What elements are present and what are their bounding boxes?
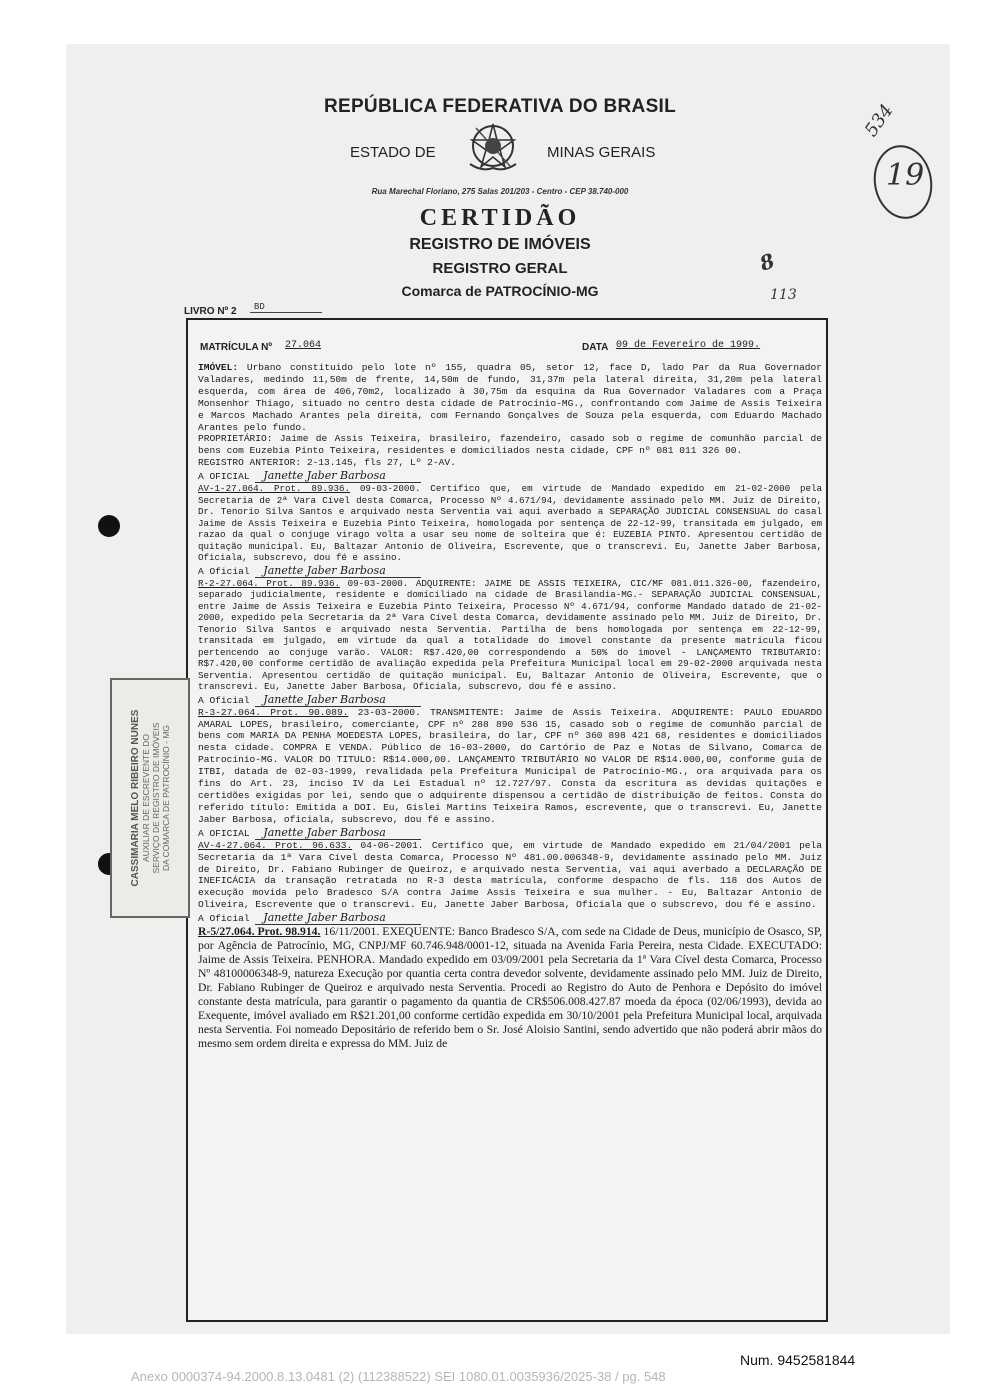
r2-header: R-2-27.064. Prot. 89.936. [198, 577, 341, 589]
av1-entry [198, 483, 822, 564]
stamp-line: DA COMARCA DE PATROCÍNIO - MG [160, 724, 171, 872]
r5-text: 16/11/2001. EXEQUENTE: Banco Bradesco S/A, com sede na Cidade de Deus, município de Osasco, SP, por Agência de Patrocínio, MG, CNPJ/MF 60.746.948/0001-12, situada na Avenida Faria Pereira, nesta Cidade. EXECUTADO: Jaime de Assis Teixeira. PENHORA. Mandado expedido em 03/09/2001 pela Secretaria da 1ª Vara Cível desta Comarca, Processo Nº 48100006348-9, natureza Execução por quantia certa contra devedor solvente, devidamente assinado pelo MM. Juiz de Direito, Dr. Fabiano Rubinger de Queiroz e arquivado nesta Serventia. Procedi ao Registro do Auto de Penhora e Depósito do imóvel constante desta matrícula, para garantir o pagamento da quantia de CR$506.008.427.87 moeda da época (02/06/1993), devida ao Exequente, imóvel avaliado em R$21.201,00 conforme certidão expedida em 30/10/2001 pela Prefeitura Municipal local, arquivada nesta Serventia. Foi nomeado Depositário de referido bem o Sr. José Aloisio Santini, sendo advertido que não poderá abrir mãos do mesmo sem ordem direita e expressa do MM. Juiz de [198, 925, 822, 1051]
minas-gerais-label: MINAS GERAIS [547, 144, 656, 161]
r5-entry [198, 925, 822, 1051]
oficial-signature: Janette Jaber Barbosa [255, 693, 421, 707]
r3-entry [198, 707, 822, 826]
matricula-record [186, 318, 828, 1322]
handwritten-circled-number: 19 [886, 158, 925, 193]
matricula-header [188, 320, 826, 353]
registro-geral-title: REGISTRO GERAL [432, 260, 568, 277]
republic-title: REPÚBLICA FEDERATIVA DO BRASIL [323, 96, 677, 117]
oficial-signature: Janette Jaber Barbosa [255, 826, 421, 840]
proprietario-label: PROPRIETÁRIO: [198, 433, 273, 445]
annex-reference: Anexo 0000374-94.2000.8.13.0481 (2) (112388522) SEI 1080.01.0035936/2025-38 / pg. 548 [131, 1369, 666, 1384]
handwritten-folio-number: 113 [770, 287, 797, 303]
av4-header: AV-4-27.064. Prot. 96.633. [198, 839, 353, 851]
certidao-title: CERTIDÃO [419, 205, 581, 231]
livro-label: LIVRO Nº 2 [184, 306, 237, 317]
av4-entry [198, 840, 822, 911]
oficial-label: A Oficial [198, 565, 250, 577]
clerk-stamp [110, 678, 190, 918]
registry-address: Rua Marechal Floriano, 275 Salas 201/203 - Centro - CEP 38.740-000 [371, 187, 629, 196]
imovel-label: IMÓVEL: [198, 362, 239, 373]
handwritten-mark: 8 [756, 248, 778, 276]
coat-of-arms-emblem [462, 118, 524, 179]
punch-hole [98, 515, 120, 537]
r3-header: R-3-27.064. Prot. 90.089. [198, 706, 349, 718]
oficial-label: A OFICIAL [198, 471, 250, 483]
matricula-label: MATRÍCULA Nº [200, 342, 272, 353]
proprietario-entry [198, 433, 822, 457]
oficial-signature: Janette Jaber Barbosa [255, 911, 421, 925]
r5-header: R-5/27.064. Prot. 98.914. [198, 925, 321, 939]
av1-header: AV-1-27.064. Prot. 89.936. [198, 483, 350, 495]
oficial-signature: Janette Jaber Barbosa [255, 469, 421, 483]
oficial-signature: Janette Jaber Barbosa [255, 564, 421, 578]
oficial-signature-line [198, 693, 822, 707]
oficial-label: A Oficial [198, 913, 250, 925]
registro-imoveis-title: REGISTRO DE IMÓVEIS [409, 236, 591, 253]
av1-text: 09-03-2000. Certifico que, em virtude de Mandado expedido em 21-02-2000 pela Secretaria de 2ª Vara Cível desta Comarca, Processo Nº 4.671/94, devidamente assinado pelo MM. Juiz de Direito, Dr. Tenorio Silva Santos e arquivado nesta Serventia vai aqui averbado a SEPARAÇÃO JUDICIAL CONSENSUAL do casal Jaime de Assis Teixeira e Euzebia Pinto Teixeira, homologada por sentença de 22-12-99, transitada em julgado, em razao da qual o conjuge virago volta a usar seu nome de solteira que é: EUZEBIA PINTO. Apresentou certidão de quitação municipal. Eu, Baltazar Antonio de Oliveira, Escrevente, que o transcrevi. Eu, Janette Jaber Barbosa, Oficiala, subscrevo, dou fé e assino. [198, 483, 822, 564]
clerk-stamp-text [112, 680, 188, 916]
stamp-line: SERVIÇO DE REGISTRO DE IMÓVEIS [150, 722, 161, 874]
oficial-signature-line [198, 469, 822, 483]
matricula-number: 27.064 [285, 340, 322, 351]
r3-text: 23-03-2000. TRANSMITENTE: Jaime de Assis Teixeira. ADQUIRENTE: PAULO EDUARDO AMARAL LOPES, brasileiro, comerciante, CPF nº 288 890 536 15, casado sob o regime de comunhão parcial de bens com MARIA DA PENHA MOEDESTA LOPES, brasileira, do lar, CPF nº 360 898 421 68, residentes e domiciliados nesta cidade. COMPRA E VENDA. Público de 16-03-2000, do Cartório de Paz e Notas de Silvano, Comarca de Patrocínio-MG. VALOR DO TITULO: R$14.000,00. LANÇAMENTO TRIBUTÁRIO NO VALOR DE R$14.000,00, conforme guia de ITBI, datada de 02-03-1999, revalidada pela Prefeitura Municipal de Patrocínio-MG., ora arquivada para os fins do Art. 23, inciso IV da Lei Estadual nº 12.727/97. Consta da escritura as devidas quitações e certidões exigidas por lei, sendo que o adquirente dispensou a certidão de distribuição de feitos. Consta do referido título: Emitida a DOI. Eu, Gislei Martins Teixeira Ramos, escrevente, que o transcrevi. Eu, Janette Jaber Barbosa, oficiala, subscrevo, dou fé e assino. [198, 706, 822, 825]
av4-text: 04-06-2001. Certifico que, em virtude de Mandado expedido em 21/04/2001 pela Secretaria da 1ª Vara Cível desta Comarca, Processo Nº 481.00.006348-9, devidamente assinado pelo MM. Juiz de Direito, Dr. Fabiano Rubinger de Queiroz, e arquivado nesta Serventia, vai aqui averbado a DECLARAÇÃO DE INEFICÁCIA da transação retratada no R-3 desta matrícula, conforme despacho de fls. 118 dos Autos de execução movida pelo Bradesco S/A contra Jaime Assis Teixeira e sua mulher. - Eu, Baltazar Antonio de Oliveira, Escrevente que o transcrevi. Eu, Janette Jaber Barbosa, Oficiala que o subscrevo, dou fé e assino. [198, 839, 822, 911]
livro-value: BD [250, 302, 322, 313]
oficial-label: A OFICIAL [198, 827, 250, 839]
registry-entries [198, 362, 822, 1051]
estado-de-label: ESTADO DE [350, 144, 436, 161]
r2-entry [198, 578, 822, 693]
r2-text: 09-03-2000. ADQUIRENTE: JAIME DE ASSIS TEIXEIRA, CIC/MF 081.011.326-00, fazendeiro, separado judicialmente, residente e domiciliado na cidade de Brasilandia-MG.- SEPARAÇÃO JUDICIAL CONSENSUAL, entre Jaime de Assis Teixeira e Euzebia Pinto Teixeira, Processo Nº 4.671/94, conforme Mandado datado de 21-02-2000, expedido pela Secretaria da 2ª Vara Cível desta Comarca, devidamente assinado pelo MM. Juiz de Direito, Dr. Tenorio Silva Santos e arquivado nesta Serventia. Partilha de bens homologada por sentença em 22-12-99, transitada em julgado, em virtude da qual a totalidade do imovel constante da presente matricula ficou pertencendo ao conjuge varão. VALOR: R$7.420,00 correspondendo a 50% do imovel - LANÇAMENTO TRIBUTARIO: R$7.420,00 conforme certidão de avaliação expedida pela Prefeitura Municipal local em 29-02-2000 arquivada nesta Serventia. Apresentou certidão de quitação municipal. Eu, Baltazar Antonio de Oliveira, Escrevente, que o transcrevi. Eu, Janette Jaber Barbosa, Oficiala, subscrevo, dou fé e assino. [198, 577, 822, 693]
handwritten-page-number: 534 [860, 100, 898, 141]
stamp-name: CASSIMARIA MELO RIBEIRO NUNES [129, 709, 141, 887]
oficial-label: A Oficial [198, 694, 250, 706]
document-number: Num. 9452581844 [740, 1352, 856, 1368]
oficial-signature-line [198, 564, 822, 578]
data-label: DATA [582, 342, 609, 353]
data-value: 09 de Fevereiro de 1999. [616, 340, 761, 351]
oficial-signature-line [198, 911, 822, 925]
stamp-line: AUXILIAR DE ESCREVENTE DO [140, 734, 151, 863]
oficial-signature-line [198, 826, 822, 840]
imovel-entry [198, 362, 822, 433]
comarca-title: Comarca de PATROCÍNIO-MG [401, 283, 599, 299]
proprietario-text: Jaime de Assis Teixeira, brasileiro, fazendeiro, casado sob o regime de comunhão parcial de bens com Euzebia Pinto Teixeira, residentes e domiciliados nesta cidade, CPF nº 081 011 326 00. [198, 433, 822, 457]
registro-anterior: REGISTRO ANTERIOR: 2-13.145, fls 27, Lº 2-AV. [198, 457, 456, 469]
imovel-text: Urbano constituido pelo lote nº 155, quadra 05, setor 12, face D, lado Par da Rua Governador Valadares, medindo 11,50m de frente, 14,50m de fundo, 31,37m pela lateral direita, 31,20m pela lateral esquerda, com área de 406,70m2, localizado à 30,75m da esquina da Rua Governador Valadares com a Praça Monsenhor Thiago, situado no centro desta cidade de Patrocínio-MG., confrontando com Jaime de Assis Teixeira e Marcos Machado Arantes pela direita, com Fernando Gonçalves de Souza pela esquerda, com Eduardo Machado Arantes pelo fundo. [198, 362, 822, 433]
